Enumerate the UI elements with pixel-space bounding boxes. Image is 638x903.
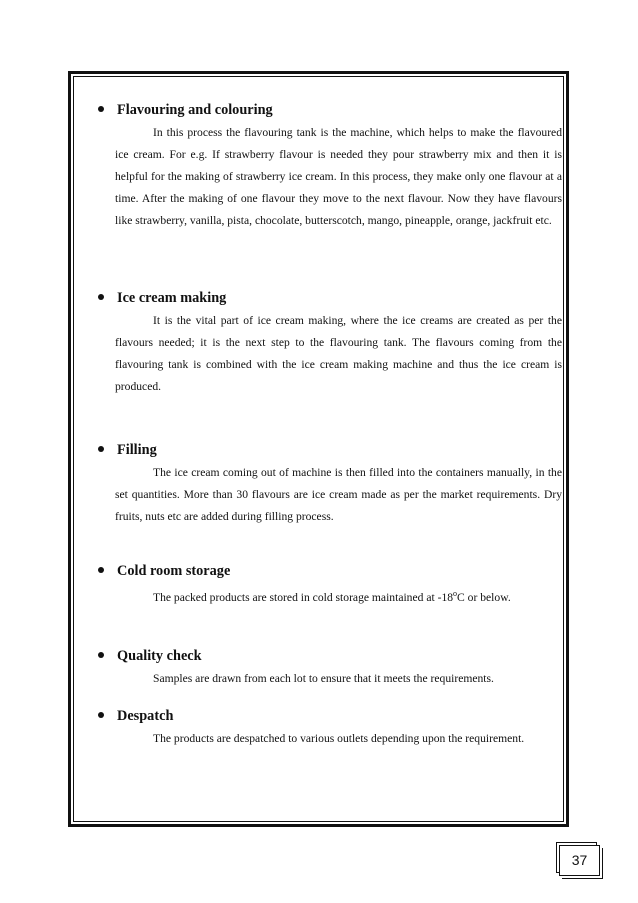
heading-text: Despatch (117, 708, 174, 724)
degree-symbol: o (453, 589, 458, 598)
heading-text: Quality check (117, 648, 202, 664)
section-ice-cream-making (96, 288, 562, 398)
section-paragraph: The ice cream coming out of machine is then filled into the containers manually, in the set quantities. More than 30 flavours are ice cream made as per the market requirements. Dry fruits, nuts etc are added during filling process. (115, 466, 562, 523)
page-number: 37 (559, 845, 600, 876)
paragraph-text: The packed products are stored in cold storage maintained at -18 (153, 590, 454, 604)
bullet-icon (98, 294, 104, 300)
bullet-icon (98, 446, 104, 452)
heading-text: Ice cream making (117, 290, 227, 306)
section-paragraph (115, 583, 562, 609)
section-despatch (96, 706, 562, 750)
section-filling (96, 440, 562, 528)
section-heading (96, 646, 562, 666)
heading-text: Cold room storage (117, 563, 231, 579)
heading-text: Flavouring and colouring (117, 102, 273, 118)
section-heading (96, 706, 562, 726)
section-paragraph: The products are despatched to various outlets depending upon the requirement. (153, 732, 525, 745)
section-heading (96, 288, 562, 308)
section-paragraph: Samples are drawn from each lot to ensure that it meets the requirements. (153, 672, 494, 685)
bullet-icon (98, 567, 104, 573)
section-paragraph: It is the vital part of ice cream making, where the ice creams are created as per the flavours needed; it is the next step to the flavouring tank. The flavours coming from the flavouring tank is combined with the ice cream making machine and thus the ice cream is produced. (115, 314, 562, 393)
section-heading (96, 440, 562, 460)
section-quality-check (96, 646, 562, 690)
section-cold-room-storage (96, 561, 562, 609)
section-paragraph: In this process the flavouring tank is the machine, which helps to make the flavoured ice cream. For e.g. If strawberry flavour is needed they pour strawberry mix and then it is helpful for the making of strawberry ice cream. In this process, they make only one flavour at a time. After the making of one flavour they move to the next flavour. Now they have flavours like strawberry, vanilla, pista, chocolate, butterscotch, mango, pineapple, orange, jackfruit etc. (115, 126, 562, 227)
paragraph-text: C or below. (457, 590, 511, 604)
section-flavouring (96, 100, 562, 232)
section-heading (96, 561, 562, 581)
bullet-icon (98, 106, 104, 112)
heading-text: Filling (117, 442, 157, 458)
section-heading (96, 100, 562, 120)
bullet-icon (98, 652, 104, 658)
bullet-icon (98, 712, 104, 718)
